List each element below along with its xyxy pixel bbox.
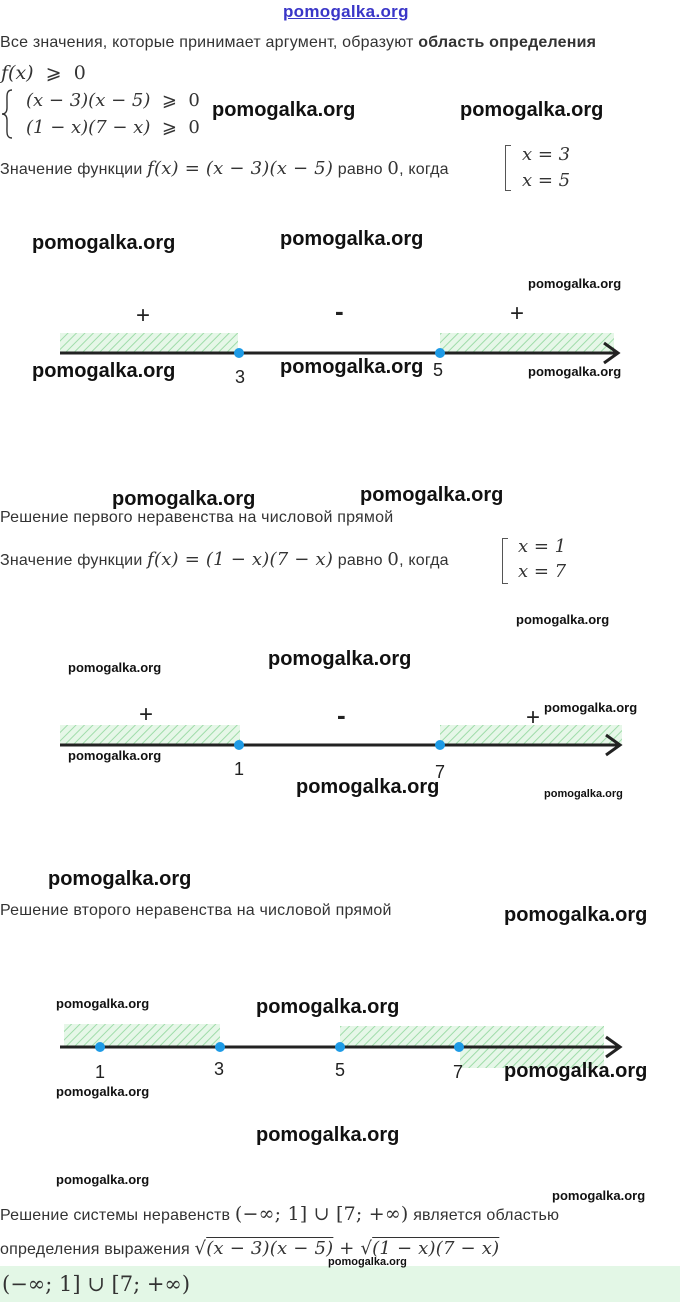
system-1-op: ⩾: [161, 90, 177, 111]
system-row-2: [26, 117, 200, 138]
watermark: pomogalka.org: [328, 1256, 407, 1268]
root1-prefix: Значение функции: [0, 161, 143, 178]
nl2-sign-mid: -: [337, 700, 346, 730]
nl3-point-1: [95, 1042, 105, 1052]
conclusion-part3: определения выражения: [0, 1241, 190, 1258]
root1-x2: x = 5: [522, 170, 571, 191]
sqrt-plus: +: [339, 1238, 355, 1259]
nl3-label-7: 7: [453, 1062, 464, 1082]
nl3-point-5: [335, 1042, 345, 1052]
watermark: pomogalka.org: [516, 612, 610, 627]
watermark: pomogalka.org: [268, 648, 412, 670]
nl1-sign-right: +: [510, 300, 525, 327]
condition-rhs: 0: [73, 62, 86, 84]
conclusion-part2: является областью: [413, 1207, 560, 1224]
watermark: pomogalka.org: [68, 748, 162, 763]
watermark: pomogalka.org: [544, 700, 638, 715]
nl2-label-1: 1: [234, 759, 245, 779]
intro-plain: Все значения, которые принимает аргумент, образуют: [0, 34, 414, 51]
watermark: pomogalka.org: [280, 356, 424, 378]
watermark: pomogalka.org: [32, 360, 176, 382]
system-1-rhs: 0: [188, 90, 200, 111]
nl1-point-3: [234, 348, 244, 358]
nl1-label-5: 5: [433, 360, 444, 380]
watermark: pomogalka.org: [32, 232, 176, 254]
root1-middle: равно: [337, 161, 383, 178]
watermark: pomogalka.org: [112, 488, 256, 510]
nl1-sign-mid: -: [335, 296, 344, 326]
intro-bold: область определения: [418, 34, 597, 51]
watermark: pomogalka.org: [552, 1188, 646, 1203]
root2-suffix: , когда: [399, 552, 449, 569]
watermark: pomogalka.org: [280, 228, 424, 250]
sqrt-2: (1 − x)(7 − x): [372, 1238, 500, 1259]
watermark: pomogalka.org: [296, 776, 440, 798]
root1-x1: x = 3: [522, 144, 571, 165]
watermark: pomogalka.org: [504, 1060, 648, 1082]
nl2-point-7: [435, 740, 445, 750]
system-2-op: ⩾: [161, 117, 177, 138]
nl1-label-3: 3: [235, 367, 246, 387]
caption-2: Решение второго неравенства на числовой прямой: [0, 902, 392, 919]
nl3-label-5: 5: [335, 1060, 346, 1080]
system-brace: [0, 88, 14, 145]
root1-zero: 0: [387, 158, 400, 179]
nl3-label-3: 3: [214, 1059, 225, 1079]
watermark: pomogalka.org: [212, 99, 356, 121]
root2-zero: 0: [387, 549, 400, 570]
nl2-sign-left: +: [139, 701, 154, 728]
intro-text: [0, 34, 596, 52]
root2-prefix: Значение функции: [0, 552, 143, 569]
root2-bracket: [502, 538, 508, 584]
nl3-shade-right-top: [340, 1026, 604, 1046]
nl2-point-1: [234, 740, 244, 750]
conclusion-expr: √(x − 3)(x − 5) + √(1 − x)(7 − x): [194, 1238, 500, 1259]
root2-x1: x = 1: [518, 536, 567, 557]
root-line-1: [0, 158, 449, 179]
watermark: pomogalka.org: [56, 996, 150, 1011]
conclusion-interval: (−∞; 1] ∪ [7; +∞): [234, 1203, 409, 1225]
conclusion-line-2: [0, 1238, 499, 1259]
nl1-shade-right: [440, 333, 614, 353]
condition-formula: [1, 62, 86, 84]
caption-1: Решение первого неравенства на числовой прямой: [0, 509, 394, 526]
system-2-rhs: 0: [188, 117, 200, 138]
watermark: pomogalka.org: [68, 660, 162, 675]
root-line-2: [0, 549, 449, 570]
nl1-point-5: [435, 348, 445, 358]
system-row-1: [26, 90, 200, 111]
nl3-shade-left: [64, 1024, 220, 1046]
nl2-label-7: 7: [435, 762, 446, 782]
conclusion-line-1: [0, 1203, 559, 1225]
watermark: pomogalka.org: [544, 788, 623, 800]
nl1-sign-left: +: [136, 302, 151, 329]
root2-middle: равно: [337, 552, 383, 569]
answer-text: (−∞; 1] ∪ [7; +∞): [2, 1272, 191, 1296]
watermark: pomogalka.org: [48, 868, 192, 890]
system-1-expr: (x − 3)(x − 5): [26, 90, 151, 111]
root2-func: f(x) = (1 − x)(7 − x): [147, 549, 334, 570]
watermark: pomogalka.org: [528, 364, 622, 379]
watermark: pomogalka.org: [56, 1084, 150, 1099]
watermark: pomogalka.org: [504, 904, 648, 926]
nl2-sign-right: +: [526, 704, 541, 731]
watermark: pomogalka.org: [256, 996, 400, 1018]
nl3-point-7: [454, 1042, 464, 1052]
sqrt-1: (x − 3)(x − 5): [206, 1238, 334, 1259]
watermark: pomogalka.org: [56, 1172, 150, 1187]
watermark: pomogalka.org: [460, 99, 604, 121]
root1-bracket: [505, 145, 511, 191]
watermark: pomogalka.org: [360, 484, 504, 506]
watermark: pomogalka.org: [256, 1124, 400, 1146]
condition-op: ⩾: [45, 62, 62, 84]
nl3-label-1: 1: [95, 1062, 106, 1082]
root1-suffix: , когда: [399, 161, 449, 178]
conclusion-part1: Решение системы неравенств: [0, 1207, 231, 1224]
top-watermark-link[interactable]: pomogalka.org: [283, 2, 409, 21]
system-2-expr: (1 − x)(7 − x): [26, 117, 151, 138]
answer-box: [0, 1266, 680, 1302]
root1-func: f(x) = (x − 3)(x − 5): [147, 158, 334, 179]
condition-lhs: f(x): [1, 62, 34, 84]
root2-x2: x = 7: [518, 561, 567, 582]
nl2-shade-left: [60, 725, 240, 745]
watermark: pomogalka.org: [528, 276, 622, 291]
nl1-shade-left: [60, 333, 238, 353]
nl3-point-3: [215, 1042, 225, 1052]
